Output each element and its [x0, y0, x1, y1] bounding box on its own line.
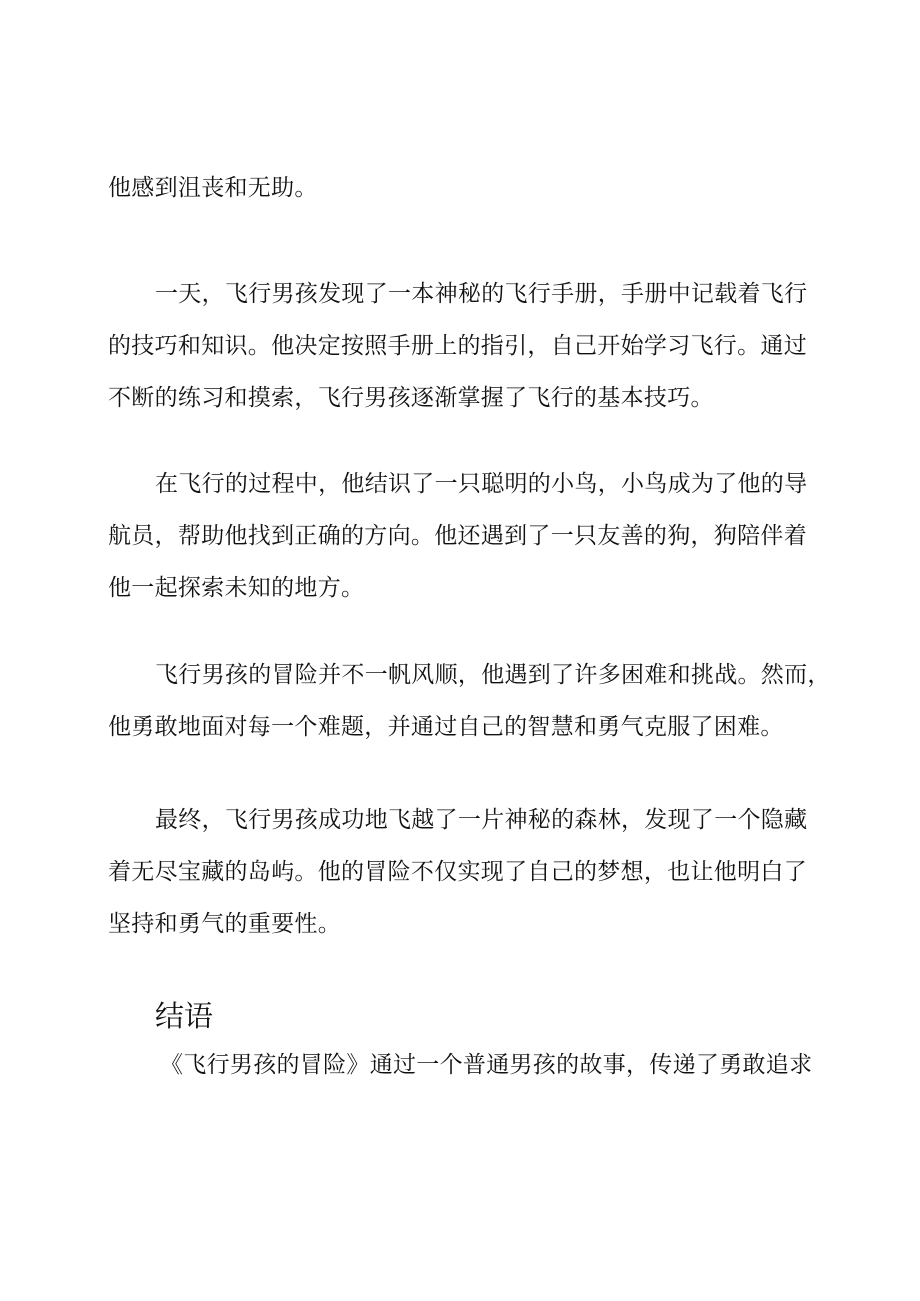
paragraph-4 — [108, 649, 831, 753]
paragraph-3 — [108, 458, 808, 614]
text-line: 的技巧和知识。他决定按照手册上的指引，自己开始学习飞行。通过 — [108, 333, 807, 359]
text-line: 一天，飞行男孩发现了一本神秘的飞行手册，手册中记载着飞行 — [155, 281, 808, 307]
text-line: 他感到沮丧和无助。 — [108, 175, 318, 201]
closing-paragraph — [108, 1039, 813, 1091]
text-line: 最终，飞行男孩成功地飞越了一片神秘的森林，发现了一个隐藏 — [155, 807, 808, 833]
paragraph-2 — [108, 268, 808, 424]
section-heading: 结语 — [155, 999, 214, 1033]
text-line: 不断的练习和摸索，飞行男孩逐渐掌握了飞行的基本技巧。 — [108, 385, 714, 411]
text-line: 他勇敢地面对每一个难题，并通过自己的智慧和勇气克服了困难。 — [108, 714, 784, 740]
text-line: 他一起探索未知的地方。 — [108, 575, 365, 601]
paragraph-5 — [108, 794, 808, 950]
paragraph-1 — [108, 162, 808, 214]
text-line: 坚持和勇气的重要性。 — [108, 911, 341, 937]
text-line: 飞行男孩的冒险并不一帆风顺，他遇到了许多困难和挑战。然而， — [155, 662, 831, 688]
text-line: 着无尽宝藏的岛屿。他的冒险不仅实现了自己的梦想，也让他明白了 — [108, 859, 807, 885]
text-line: 《飞行男孩的冒险》通过一个普通男孩的故事，传递了勇敢追求 — [160, 1052, 813, 1078]
text-line: 在飞行的过程中，他结识了一只聪明的小鸟，小鸟成为了他的导 — [155, 471, 808, 497]
text-line: 航员，帮助他找到正确的方向。他还遇到了一只友善的狗，狗陪伴着 — [108, 523, 807, 549]
